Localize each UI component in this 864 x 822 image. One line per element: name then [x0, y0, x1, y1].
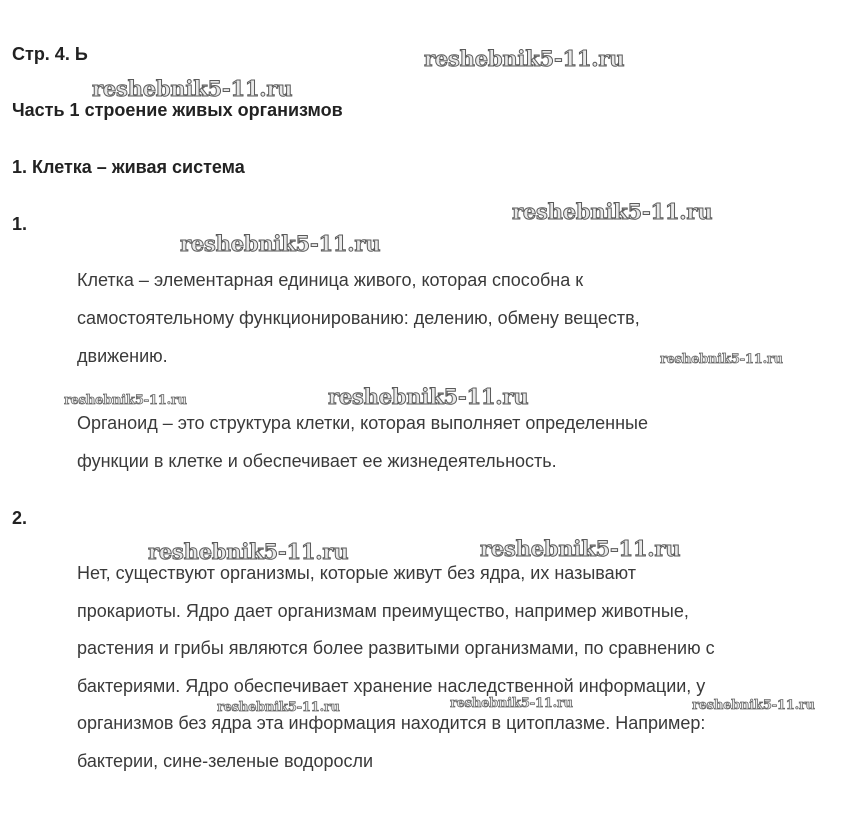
watermark: reshebnik5-11.ru: [180, 231, 381, 256]
text-line: бактериями. Ядро обеспечивает хранение наследственной информации, у: [77, 675, 706, 696]
text-line: растения и грибы являются более развитыми организмами, по сравнению с: [77, 638, 715, 658]
watermark: reshebnik5-11.ru: [424, 46, 625, 71]
watermark: reshebnik5-11.ru: [692, 698, 815, 713]
text-line: прокариоты. Ядро дает организмам преимущество, например животные,: [77, 600, 689, 621]
text-line: Органоид – это структура клетки, которая выполняет определенные: [77, 413, 648, 433]
text-line: самостоятельному функционированию: делению, обмену веществ,: [77, 308, 640, 328]
watermark: reshebnik5-11.ru: [217, 700, 340, 715]
watermark: reshebnik5-11.ru: [480, 536, 681, 561]
answer-2-paragraph: [77, 555, 862, 780]
watermark: reshebnik5-11.ru: [450, 696, 573, 711]
watermark: reshebnik5-11.ru: [92, 76, 293, 101]
page-label: Стр. 4. Ь: [12, 44, 88, 64]
text-line: движению.: [77, 346, 168, 366]
text-line: Нет, существуют организмы, которые живут без ядра, их называют: [77, 563, 636, 583]
watermark: reshebnik5-11.ru: [148, 539, 349, 564]
question-1-number: 1.: [12, 214, 28, 234]
question-2-number: 2.: [12, 508, 28, 528]
watermark: reshebnik5-11.ru: [512, 199, 713, 224]
watermark: reshebnik5-11.ru: [660, 352, 783, 367]
text-line: функции в клетке и обеспечивает ее жизнедеятельность.: [77, 451, 557, 471]
answer-1-paragraph-2: [77, 404, 862, 480]
part-title: Часть 1 строение живых организмов: [12, 100, 343, 120]
text-line: бактерии, сине-зеленые водоросли: [77, 750, 374, 771]
watermark: reshebnik5-11.ru: [64, 393, 187, 408]
section-title: 1. Клетка – живая система: [12, 157, 245, 177]
text-line: организмов без ядра эта информация находится в цитоплазме. Например:: [77, 713, 706, 733]
text-line: Клетка – элементарная единица живого, которая способна к: [77, 270, 584, 290]
watermark: reshebnik5-11.ru: [328, 384, 529, 409]
